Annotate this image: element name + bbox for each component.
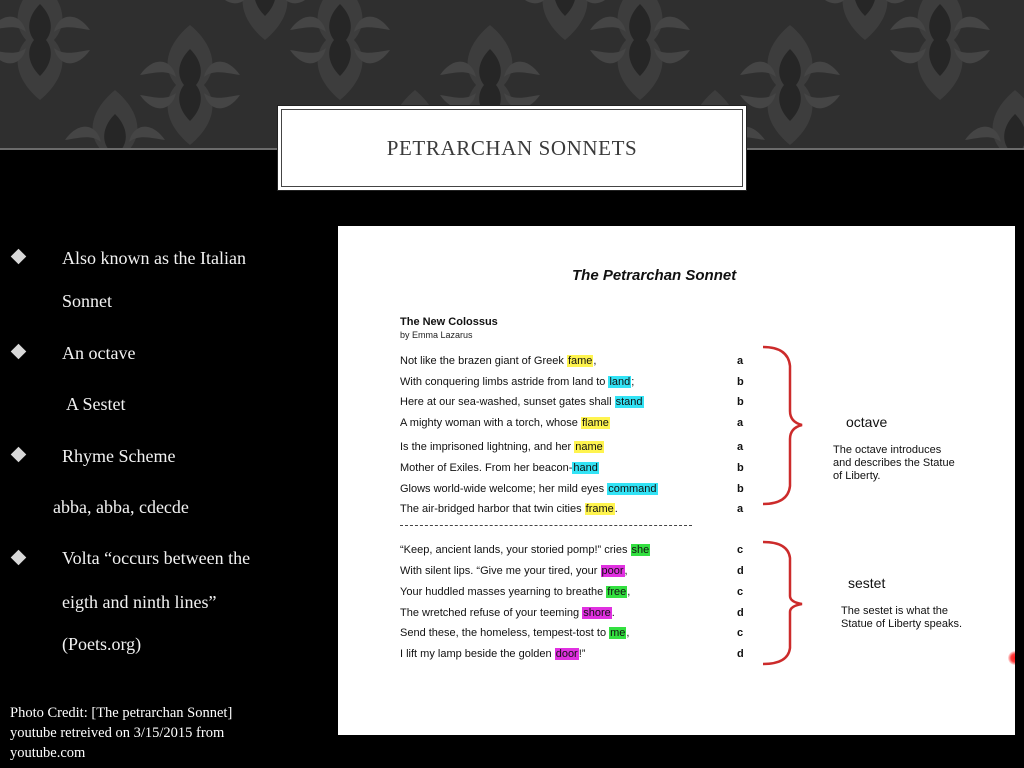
bullet-italian-sonnet-cont: Sonnet	[62, 291, 113, 311]
sestet-brace	[763, 542, 802, 664]
diamond-bullet-icon	[11, 249, 27, 265]
rhyme-letter: b	[737, 462, 744, 474]
line-punctuation: ,	[626, 627, 630, 639]
rhyme-letter: d	[737, 648, 744, 660]
bullet-volta-source: (Poets.org)	[62, 634, 142, 654]
slide-title: PETRARCHAN SONNETS	[386, 135, 638, 160]
line-text: Here at our sea-washed, sunset gates shall	[400, 396, 615, 408]
rhyme-letter: c	[737, 586, 744, 598]
diamond-bullet-icon	[11, 344, 27, 360]
rhyme-word: door	[555, 648, 578, 660]
bullet-octave: An octave	[62, 343, 136, 363]
rhyme-word: name	[575, 441, 603, 453]
line-punctuation: .	[614, 503, 618, 515]
rhyme-letter: b	[737, 396, 744, 408]
rhyme-word: stand	[615, 396, 643, 408]
octave-label: octave	[846, 414, 888, 430]
rhyme-word: poor	[601, 565, 624, 577]
line-text: Send these, the homeless, tempest-tost to	[400, 627, 610, 639]
bullet-volta-cont: eigth and ninth lines”	[62, 592, 217, 612]
rhyme-letter: d	[737, 565, 744, 577]
poem-author: by Emma Lazarus	[400, 330, 473, 340]
poem-title: The New Colossus	[400, 316, 498, 328]
line-text: With conquering limbs astride from land to	[400, 376, 609, 388]
rhyme-letter: a	[737, 417, 744, 429]
title-frame	[281, 109, 743, 187]
rhyme-letter: b	[737, 376, 744, 388]
line-punctuation: ;	[631, 376, 635, 388]
bullet-rhyme-pattern: abba, abba, cdecde	[53, 497, 189, 517]
line-punctuation: .	[611, 607, 615, 619]
line-text: Is the imprisoned lightning, and her	[400, 441, 575, 453]
line-text: Your huddled masses yearning to breathe	[400, 586, 607, 598]
rhyme-letter: a	[737, 441, 744, 453]
rhyme-word: me	[610, 627, 626, 639]
bullet-rhyme-scheme: Rhyme Scheme	[62, 446, 176, 466]
line-punctuation: !”	[578, 648, 586, 660]
line-punctuation: ,	[627, 586, 631, 598]
rhyme-word: free	[607, 586, 627, 598]
line-text: Glows world-wide welcome; her mild eyes	[400, 483, 608, 495]
line-text: Not like the brazen giant of Greek	[400, 355, 567, 367]
rhyme-word: land	[609, 376, 631, 388]
rhyme-word: command	[608, 483, 657, 495]
red-dot-icon	[1008, 651, 1015, 665]
line-punctuation: ,	[624, 565, 628, 577]
title-box	[277, 105, 747, 191]
rhyme-word: fame	[567, 355, 593, 367]
rhyme-letter: b	[737, 483, 744, 495]
octave-brace	[763, 347, 802, 504]
sestet-label: sestet	[848, 575, 886, 591]
bullet-sestet: A Sestet	[66, 394, 126, 414]
sonnet-figure	[338, 226, 1015, 735]
bullet-volta: Volta “occurs between the	[62, 548, 251, 568]
rhyme-word: she	[631, 544, 650, 556]
line-punctuation: ,	[593, 355, 597, 367]
line-text: Mother of Exiles. From her beacon-	[400, 462, 573, 474]
rhyme-letter: a	[737, 503, 744, 515]
rhyme-letter: c	[737, 544, 744, 556]
rhyme-word: frame	[585, 503, 614, 515]
diamond-bullet-icon	[11, 447, 27, 463]
photo-credit: Photo Credit: [The petrarchan Sonnet] youtube retreived on 3/15/2015 from youtube.com	[10, 705, 233, 761]
rhyme-letter: d	[737, 607, 744, 619]
line-text: I lift my lamp beside the golden	[400, 648, 555, 660]
octave-description: The octave introduces and describes the Statue of Liberty.	[833, 444, 955, 482]
line-text: The air-bridged harbor that twin cities	[400, 503, 585, 515]
line-text: With silent lips. “Give me your tired, your	[400, 565, 601, 577]
line-text: The wretched refuse of your teeming	[400, 607, 583, 619]
rhyme-letter: c	[737, 627, 744, 639]
rhyme-word: shore	[583, 607, 611, 619]
bullet-italian-sonnet: Also known as the Italian	[62, 248, 246, 268]
rhyme-word: flame	[581, 417, 609, 429]
line-text: “Keep, ancient lands, your storied pomp!” cries	[400, 544, 631, 556]
rhyme-letter: a	[737, 355, 744, 367]
figure-heading: The Petrarchan Sonnet	[572, 267, 737, 284]
diamond-bullet-icon	[11, 550, 27, 566]
sestet-description: The sestet is what the Statue of Liberty speaks.	[841, 605, 963, 630]
rhyme-word: hand	[573, 462, 598, 474]
line-text: A mighty woman with a torch, whose	[400, 417, 581, 429]
